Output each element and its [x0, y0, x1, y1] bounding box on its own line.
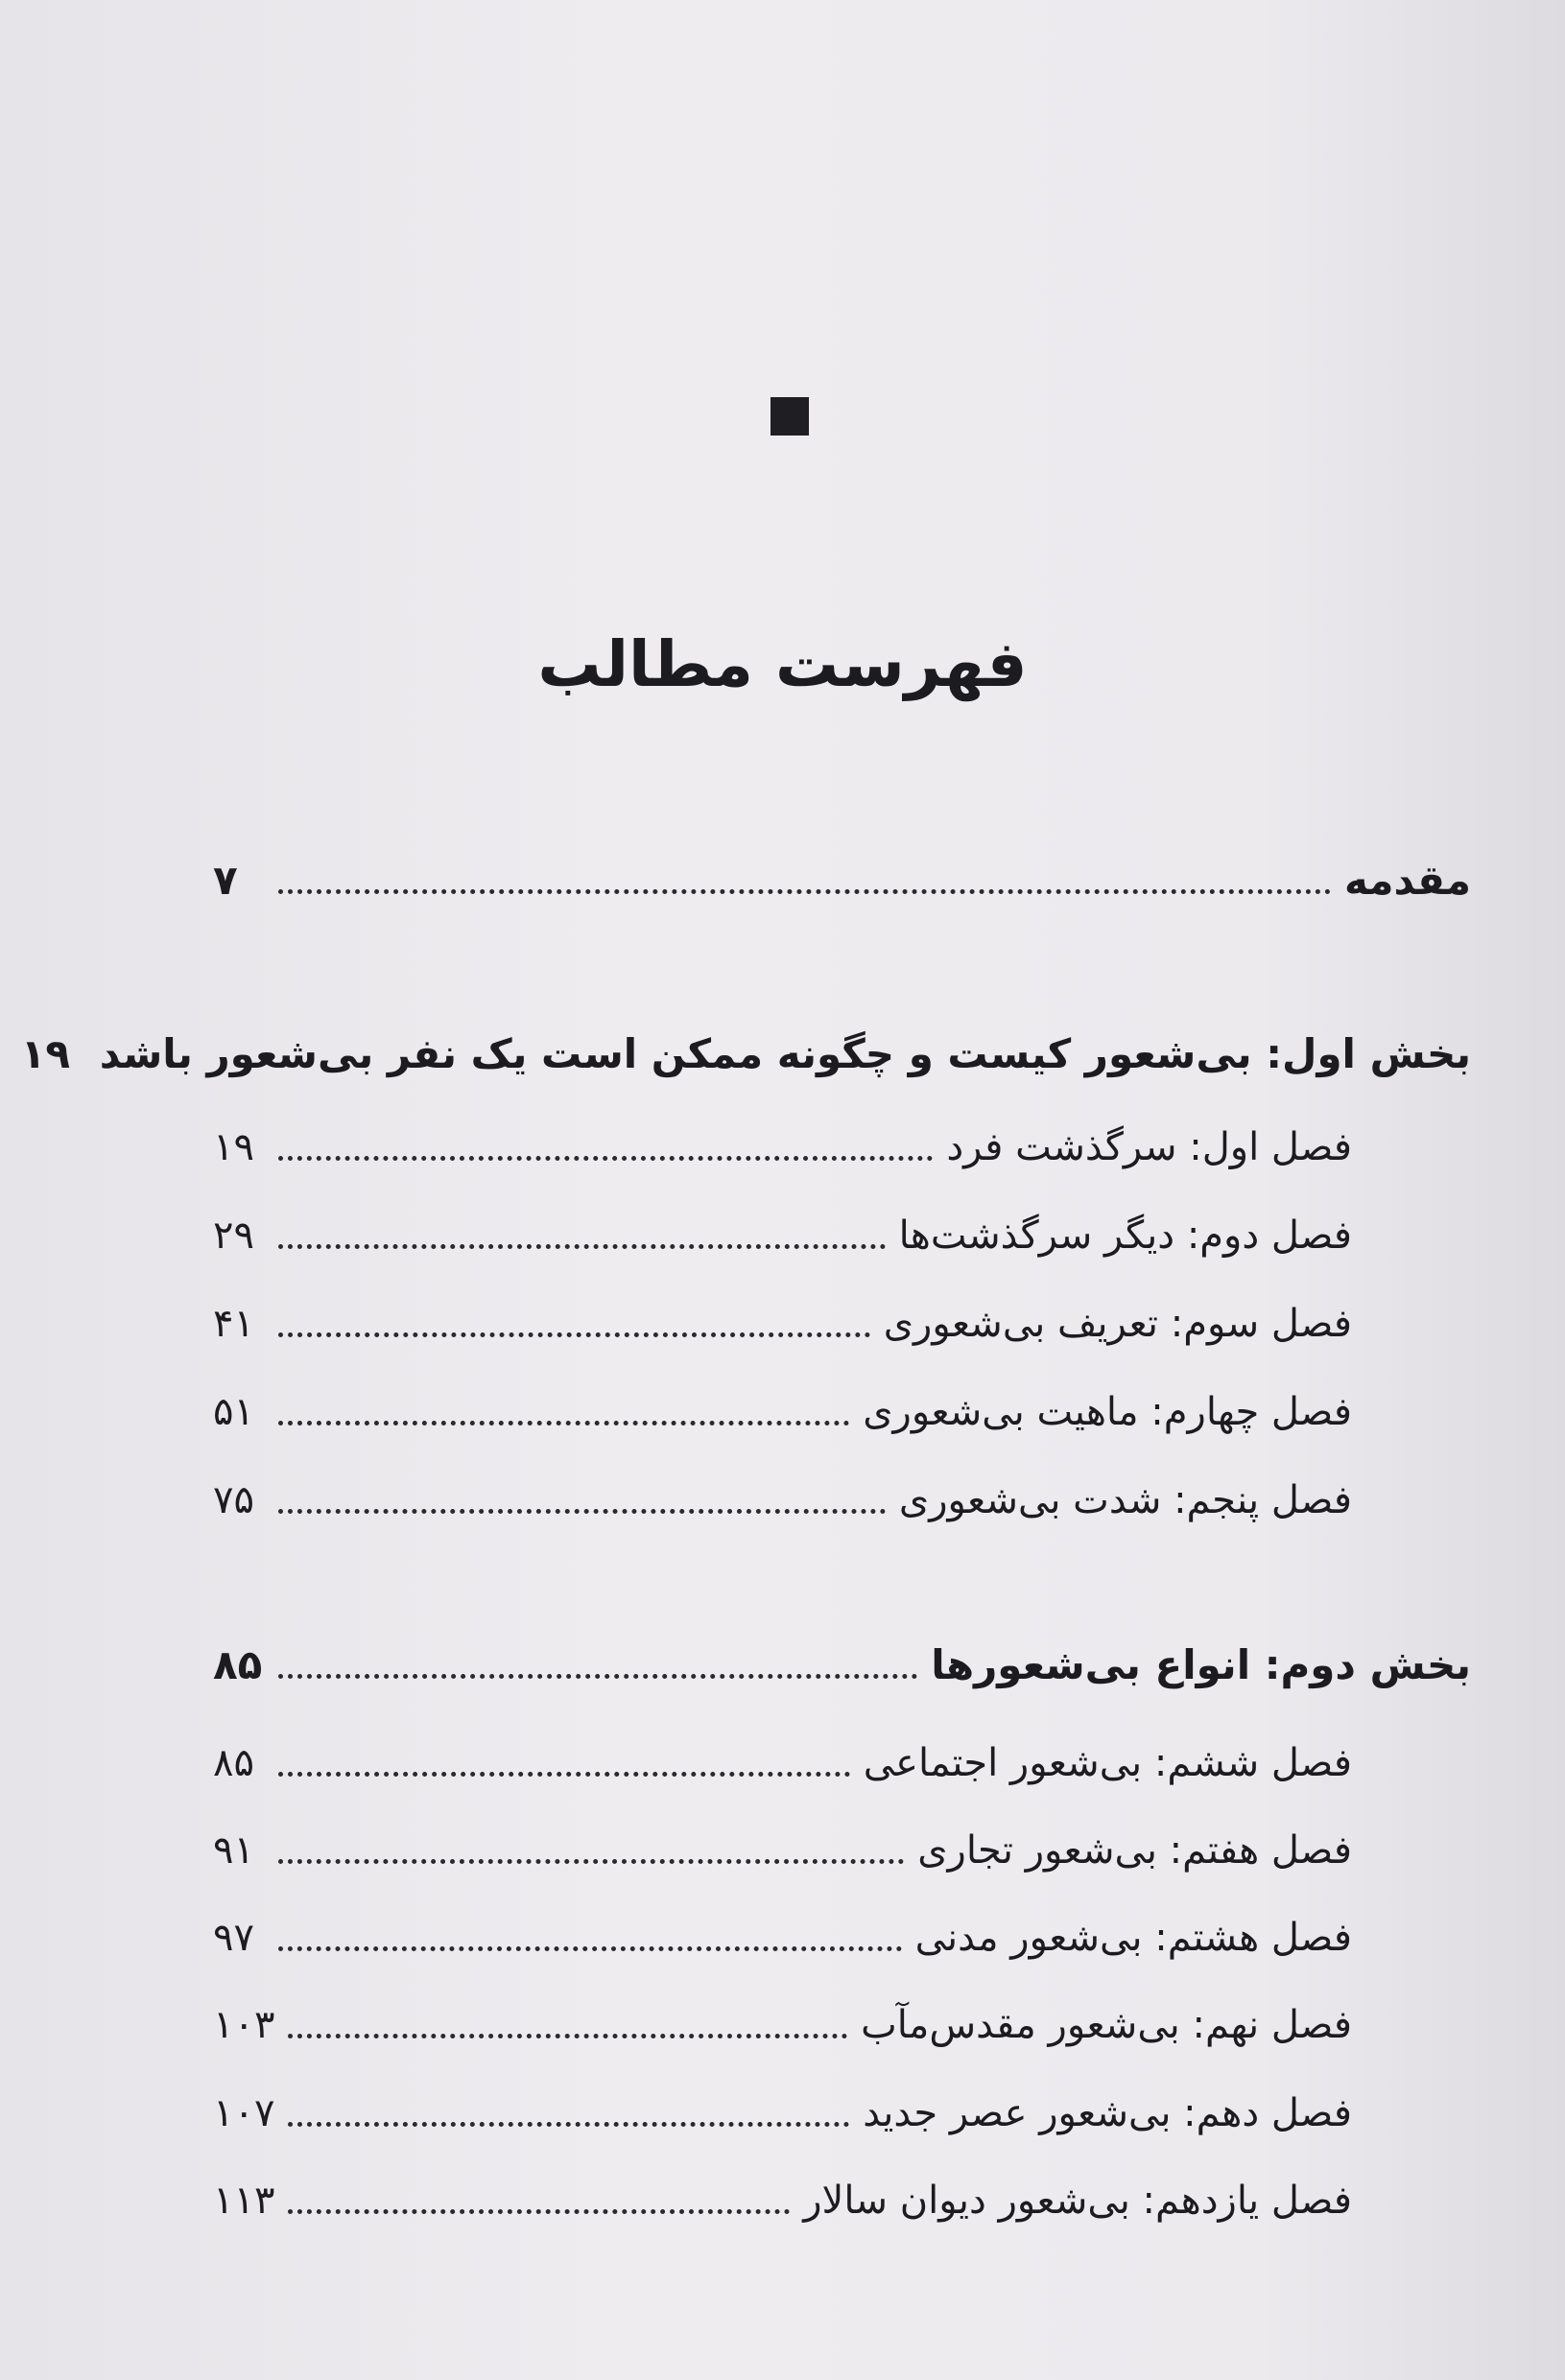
toc-entry-part-2 — [213, 1632, 1471, 1699]
dot-leader — [278, 1421, 849, 1426]
toc-entry-label: فصل ششم: بی‌شعور اجتماعی — [863, 1741, 1352, 1785]
toc-page-number: ۱۰۳ — [213, 2003, 275, 2047]
toc-entry-part-1 — [20, 1021, 1471, 1088]
toc-entry-label: فصل دوم: دیگر سرگذشت‌ها — [898, 1214, 1352, 1258]
toc-entry-chapter-6 — [213, 1730, 1352, 1797]
toc-entry-chapter-5 — [213, 1467, 1352, 1534]
toc-entry-label: فصل هفتم: بی‌شعور تجاری — [917, 1828, 1352, 1873]
toc-entry-chapter-4 — [213, 1379, 1352, 1446]
dot-leader — [278, 1674, 917, 1679]
toc-entry-chapter-7 — [213, 1817, 1352, 1884]
dot-leader — [278, 1946, 902, 1951]
toc-entry-label: فصل پنجم: شدت بی‌شعوری — [898, 1478, 1352, 1522]
toc-page-number: ۸۵ — [213, 1641, 263, 1688]
toc-page-number: ۸۵ — [213, 1741, 254, 1785]
toc-entry-chapter-9 — [213, 1991, 1352, 2059]
toc-entry-label: فصل چهارم: ماهیت بی‌شعوری — [863, 1390, 1352, 1434]
dot-leader — [288, 2122, 849, 2127]
dot-leader — [278, 1772, 850, 1777]
toc-entry-chapter-1 — [213, 1114, 1352, 1181]
toc-entry-chapter-8 — [213, 1904, 1352, 1971]
toc-entry-introduction — [213, 847, 1471, 914]
toc-page-number: ۱۱۳ — [213, 2179, 275, 2223]
toc-entry-chapter-3 — [213, 1290, 1352, 1357]
toc-page-number: ۱۰۷ — [213, 2091, 275, 2135]
dot-leader — [288, 2209, 790, 2214]
toc-entry-label: مقدمه — [1344, 857, 1471, 904]
dot-leader — [278, 1859, 904, 1864]
toc-page-number: ۱۹ — [20, 1030, 71, 1077]
page-title: فهرست مطالب — [537, 627, 1028, 701]
toc-entry-chapter-10 — [213, 2080, 1352, 2147]
toc-page-number: ۴۱ — [213, 1302, 254, 1346]
toc-entry-label: فصل اول: سرگذشت فرد — [946, 1125, 1352, 1169]
toc-entry-label: فصل سوم: تعریف بی‌شعوری — [883, 1302, 1352, 1346]
toc-page-number: ۵۱ — [213, 1390, 254, 1434]
toc-entry-label: فصل دهم: بی‌شعور عصر جدید — [863, 2091, 1352, 2135]
dot-leader — [278, 889, 1331, 894]
dot-leader — [278, 1244, 886, 1249]
toc-entry-label: فصل یازدهم: بی‌شعور دیوان سالار — [803, 2179, 1352, 2223]
dot-leader — [278, 1156, 933, 1161]
toc-entry-label: بخش دوم: انواع بی‌شعورها — [931, 1641, 1471, 1688]
toc-entry-label: فصل هشتم: بی‌شعور مدنی — [914, 1916, 1352, 1960]
toc-page-number: ۹۱ — [213, 1828, 254, 1873]
toc-entry-label: بخش اول: بی‌شعور کیست و چگونه ممکن است یک نفر بی‌شعور باشد — [99, 1030, 1471, 1077]
toc-page-number: ۱۹ — [213, 1125, 254, 1169]
dot-leader — [278, 1509, 886, 1514]
toc-page-number: ۹۷ — [213, 1916, 254, 1960]
toc-entry-label: فصل نهم: بی‌شعور مقدس‌مآب — [861, 2003, 1352, 2047]
toc-entry-chapter-2 — [213, 1202, 1352, 1269]
toc-page-number: ۲۹ — [213, 1214, 254, 1258]
dot-leader — [278, 1332, 870, 1337]
toc-page-number: ۷۵ — [213, 1478, 254, 1522]
toc-page-number: ۷ — [213, 857, 238, 904]
dot-leader — [288, 2034, 847, 2038]
toc-entry-chapter-11 — [213, 2167, 1352, 2234]
